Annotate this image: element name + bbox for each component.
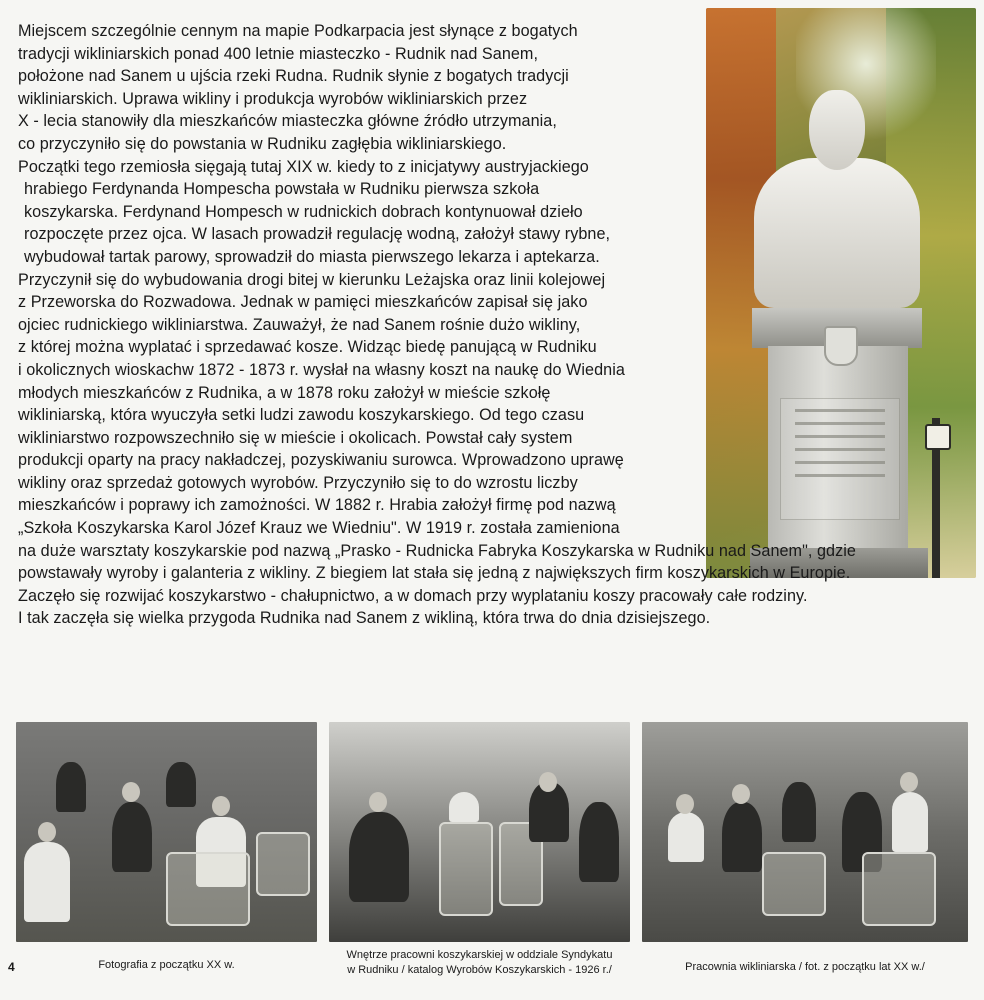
article-line: położone nad Sanem u ujścia rzeki Rudna. Rudnik słynie z bogatych tradycji bbox=[18, 67, 569, 86]
article-line: wikliniarskich. Uprawa wikliny i produkcja wyrobów wikliniarskich przez bbox=[18, 89, 528, 108]
article-line: Przyczynił się do wybudowania drogi bitej w kierunku Leżajska oraz linii kolejowej bbox=[18, 270, 606, 289]
article-line: produkcji oparty na pracy nakładczej, pozyskiwaniu surowca. Wprowadzono uprawę bbox=[18, 451, 624, 470]
article-line: z której można wyplatać i sprzedawać kosze. Widząc biedę panującą w Rudniku bbox=[18, 338, 597, 357]
article-line: tradycji wikliniarskich ponad 400 letnie miasteczko - Rudnik nad Sanem, bbox=[18, 44, 538, 63]
article-line: X - lecia stanowiły dla mieszkańców miasteczka główne źródło utrzymania, bbox=[18, 112, 557, 131]
article-line: wybudował tartak parowy, sprowadził do miasta pierwszego lekarza i aptekarza. bbox=[24, 247, 600, 266]
article-line: Początki tego rzemiosła sięgają tutaj XIX w. kiedy to z inicjatywy austryjackiego bbox=[18, 157, 589, 176]
article-line: wikliniarską, która wyuczyła setki ludzi zawodu koszykarskiego. Od tego czasu bbox=[18, 406, 585, 425]
article-line: na duże warsztaty koszykarskie pod nazwą „Prasko - Rudnicka Fabryka Koszykarska w Rudniku nad Sanem", gdzie bbox=[18, 541, 856, 560]
article-line: powstawały wyroby i galanteria z wikliny. Z biegiem lat stała się jedną z największych firm koszykarskich w Europie. bbox=[18, 564, 851, 583]
article-line: z Przeworska do Rozwadowa. Jednak w pamięci mieszkańców zapisał się jako bbox=[18, 293, 588, 312]
article-line: Miejscem szczególnie cennym na mapie Podkarpacia jest słynące z bogatych bbox=[18, 22, 578, 40]
article-line: wikliniarstwo rozpowszechniło się w mieście i okolicach. Powstał cały system bbox=[18, 428, 573, 447]
article-line: młodych mieszkańców z Rudnika, a w 1878 roku założył w mieście szkołę bbox=[18, 383, 551, 402]
article-line: koszykarska. Ferdynand Hompesch w rudnickich dobrach kontynuował dzieło bbox=[24, 202, 583, 221]
article-line: I tak zaczęła się wielka przygoda Rudnika nad Sanem z wikliną, która trwa do dnia dzisiejszego. bbox=[18, 609, 711, 628]
page-number: 4 bbox=[8, 960, 15, 974]
photo-caption-2-line-2: w Rudniku / katalog Wyrobów Koszykarskich - 1926 r./ bbox=[347, 964, 612, 976]
article-line: ojciec rudnickiego wikliniarstwa. Zauważył, że nad Sanem rośnie dużo wikliny, bbox=[18, 315, 581, 334]
photo-caption-2 bbox=[329, 948, 630, 978]
photo-caption-3: Pracownia wikliniarska / fot. z początku lat XX w./ bbox=[685, 961, 925, 973]
article-line: mieszkańców i poprawy ich zamożności. W 1882 r. Hrabia założył firmę pod nazwą bbox=[18, 496, 616, 515]
article-line: hrabiego Ferdynanda Hompescha powstała w Rudniku pierwsza szkoła bbox=[24, 180, 540, 199]
article-text bbox=[18, 20, 978, 630]
historic-photo-wicker-workshop bbox=[642, 722, 968, 942]
photo-caption-1: Fotografia z początku XX w. bbox=[98, 959, 235, 971]
article-line: „Szkoła Koszykarska Karol Józef Krauz we Wiedniu". W 1919 r. została zamieniona bbox=[18, 519, 620, 538]
article-line: Zaczęło się rozwijać koszykarstwo - chałupnictwo, a w domach przy wyplataniu koszy pracowały całe rodziny. bbox=[18, 586, 808, 605]
article-line: wikliny oraz sprzedaż gotowych wyrobów. Przyczyniło się to do wzrostu liczby bbox=[18, 473, 578, 492]
article-line: i okolicznych wioskachw 1872 - 1873 r. wysłał na własny koszt na naukę do Wiednia bbox=[18, 360, 625, 379]
article-line: rozpoczęte przez ojca. W lasach prowadził regulację wodną, założył stawy rybne, bbox=[24, 225, 611, 244]
historic-photo-workshop-interior bbox=[329, 722, 630, 942]
article-line: co przyczyniło się do powstania w Rudniku zagłębia wikliniarskiego. bbox=[18, 134, 507, 153]
historic-photo-basket-workers bbox=[16, 722, 317, 942]
photo-caption-2-line-1: Wnętrze pracowni koszykarskiej w oddziale Syndykatu bbox=[346, 949, 613, 961]
